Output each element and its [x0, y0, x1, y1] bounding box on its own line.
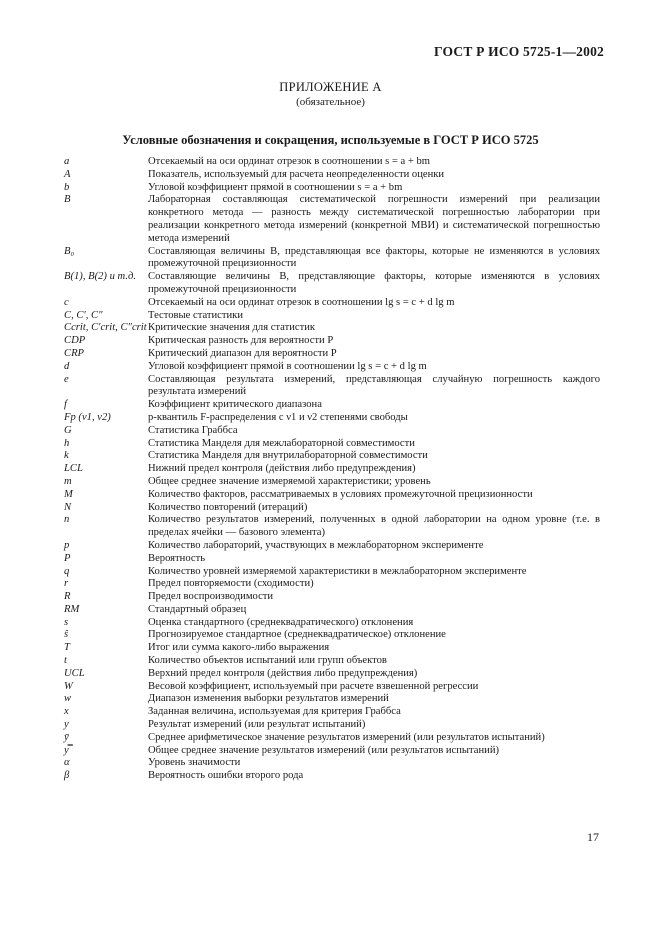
- symbol: ȳ: [64, 731, 69, 743]
- list-item: [64, 438, 600, 451]
- list-item: [64, 757, 600, 770]
- symbol: UCL: [64, 667, 85, 679]
- list-item: [64, 642, 600, 655]
- symbol: A: [64, 168, 71, 180]
- symbol: B₀: [64, 245, 75, 257]
- list-item: [64, 399, 600, 412]
- list-item: [64, 745, 600, 758]
- symbol: x: [64, 706, 69, 718]
- symbol: LCL: [64, 463, 83, 475]
- list-item: [64, 297, 600, 310]
- definition: Коэффициент критического диапазона: [148, 399, 322, 411]
- symbol: d: [64, 360, 70, 372]
- definition: Статистика Граббса: [148, 424, 238, 436]
- symbol: b: [64, 181, 70, 193]
- definition: Среднее арифметическое значение результатов измерений (или результатов испытаний): [148, 731, 545, 743]
- definition: Угловой коэффициент прямой в соотношении s = a + bm: [148, 181, 403, 193]
- symbol: f: [64, 399, 67, 411]
- definition: Количество факторов, рассматриваемых в условиях промежуточной прецизионности: [148, 488, 533, 500]
- list-item: [64, 425, 600, 438]
- list-item: [64, 706, 600, 719]
- symbol: m: [64, 475, 72, 487]
- list-item: [64, 348, 600, 361]
- symbol: G: [64, 424, 72, 436]
- symbol: w: [64, 693, 72, 705]
- list-item: [64, 514, 600, 540]
- list-item: [64, 450, 600, 463]
- symbol: t: [64, 655, 67, 667]
- list-item: [64, 770, 600, 783]
- definition: Лабораторная составляющая систематической погрешности измерений при реализации конкретного метода — разность между систематической погрешностью лаборатории при реализации конкретного метода измерений (конкретной МВИ) и систематической погрешностью метода измерений: [148, 194, 600, 244]
- list-item: [64, 374, 600, 400]
- page-number: 17: [587, 830, 599, 844]
- list-item: [64, 578, 600, 591]
- definition: Общее среднее значение результатов измерений (или результатов испытаний): [148, 744, 500, 756]
- definition: Общее среднее значение измеряемой характеристики; уровень: [148, 475, 431, 487]
- list-item: [64, 553, 600, 566]
- list-item: [64, 156, 600, 169]
- symbol: T: [64, 642, 70, 654]
- definition: Нижний предел контроля (действия либо предупреждения): [148, 463, 416, 475]
- list-item: [64, 502, 600, 515]
- symbol: CDP: [64, 335, 86, 347]
- symbol: p: [64, 539, 70, 551]
- definition: Критические значения для статистик: [148, 322, 316, 334]
- symbol: y: [64, 719, 69, 731]
- list-item: [64, 361, 600, 374]
- list-item: [64, 194, 600, 245]
- definition: Критический диапазон для вероятности P: [148, 347, 337, 359]
- appendix-subtitle: (обязательное): [296, 96, 365, 108]
- definition: Оценка стандартного (среднеквадратического) отклонения: [148, 616, 414, 628]
- list-item: [64, 182, 600, 195]
- list-item: [64, 271, 600, 297]
- symbol: n: [64, 514, 70, 526]
- definition: Составляющая величины B, представляющая все факторы, которые не изменяются в условиях промежуточной прецизионности: [148, 245, 600, 270]
- symbol: q: [64, 565, 70, 577]
- symbol: a: [64, 156, 70, 167]
- definition: Составляющие величины B, представляющие факторы, которые изменяются в условиях промежуточной прецизионности: [148, 271, 600, 295]
- symbol: N: [64, 501, 72, 513]
- list-item: [64, 732, 600, 745]
- list-item: [64, 617, 600, 630]
- list-item: [64, 322, 600, 335]
- symbol: β: [64, 770, 70, 782]
- list-item: [64, 412, 600, 425]
- appendix-title: ПРИЛОЖЕНИЕ А: [279, 80, 382, 94]
- list-item: [64, 629, 600, 642]
- definition: Весовой коэффициент, используемый при расчете взвешенной регрессии: [148, 680, 479, 692]
- definition: Диапазон изменения выборки результатов измерений: [148, 693, 389, 705]
- symbol: C, C′, C″: [64, 309, 103, 321]
- symbol: Fp (ν1, ν2): [64, 411, 111, 423]
- symbol: CRP: [64, 347, 85, 359]
- definition: Уровень значимости: [148, 757, 241, 769]
- definition: Итог или сумма какого-либо выражения: [148, 642, 330, 654]
- symbol: α: [64, 757, 70, 769]
- definition: Составляющая результата измерений, представляющая случайную погрешность каждого результата измерений: [148, 373, 600, 398]
- definition: Статистика Манделя для внутрилабораторной совместимости: [148, 450, 428, 462]
- definition: Прогнозируемое стандартное (среднеквадратическое) отклонение: [148, 629, 446, 641]
- symbol: y̿: [64, 744, 69, 756]
- list-item: [64, 604, 600, 617]
- definition: Вероятность: [148, 552, 206, 564]
- symbol: Ccrit, C′crit, C″crit: [64, 322, 147, 334]
- definition: Количество повторений (итераций): [148, 501, 308, 513]
- definition: Стандартный образец: [148, 603, 247, 615]
- symbol: s: [64, 616, 69, 628]
- symbol: R: [64, 591, 71, 603]
- section-title: Условные обозначения и сокращения, используемые в ГОСТ Р ИСО 5725: [122, 133, 539, 147]
- definition: Статистика Манделя для межлабораторной совместимости: [148, 437, 415, 449]
- definition: Предел повторяемости (сходимости): [148, 578, 314, 590]
- definition: Критическая разность для вероятности P: [148, 335, 334, 347]
- definition: Отсекаемый на оси ординат отрезок в соотношении s = a + bm: [148, 156, 431, 167]
- symbol: e: [64, 373, 69, 385]
- list-item: [64, 310, 600, 323]
- symbol: c: [64, 296, 69, 308]
- document-code-header: ГОСТ Р ИСО 5725-1—2002: [434, 44, 604, 59]
- definition: Количество уровней измеряемой характеристики в межлабораторном эксперименте: [148, 565, 527, 577]
- definition: Верхний предел контроля (действия либо предупреждения): [148, 667, 418, 679]
- definition: Отсекаемый на оси ординат отрезок в соотношении lg s = c + d lg m: [148, 296, 455, 308]
- list-item: [64, 681, 600, 694]
- definition: Количество лабораторий, участвующих в межлабораторном эксперименте: [148, 539, 484, 551]
- list-item: [64, 169, 600, 182]
- definition: Тестовые статистики: [148, 309, 243, 321]
- list-item: [64, 489, 600, 502]
- list-item: [64, 476, 600, 489]
- symbol: M: [64, 488, 73, 500]
- symbol: ŝ: [64, 629, 69, 641]
- list-item: [64, 591, 600, 604]
- list-item: [64, 668, 600, 681]
- definition: Показатель, используемый для расчета неопределенности оценки: [148, 168, 445, 180]
- list-item: [64, 463, 600, 476]
- list-item: [64, 655, 600, 668]
- definition: Заданная величина, используемая для критерия Граббса: [148, 706, 401, 718]
- symbol: h: [64, 437, 70, 449]
- symbol: W: [64, 680, 73, 692]
- definition: Количество объектов испытаний или групп объектов: [148, 655, 387, 667]
- definition: Вероятность ошибки второго рода: [148, 770, 304, 782]
- symbol-list: [64, 156, 600, 783]
- symbol: P: [64, 552, 71, 564]
- list-item: [64, 335, 600, 348]
- list-item: [64, 693, 600, 706]
- symbol: RM: [64, 603, 80, 615]
- definition: Угловой коэффициент прямой в соотношении lg s = c + d lg m: [148, 360, 427, 372]
- symbol: B(1), B(2) и т.д.: [64, 271, 136, 283]
- symbol: k: [64, 450, 69, 462]
- definition: Количество результатов измерений, полученных в одной лаборатории на одном уровне (т.е. в пределах ячейки — базового элемента): [148, 514, 600, 539]
- definition: Предел воспроизводимости: [148, 591, 274, 603]
- list-item: [64, 540, 600, 553]
- list-item: [64, 566, 600, 579]
- definition: p-квантиль F-распределения с ν1 и ν2 степенями свободы: [148, 411, 408, 423]
- definition: Результат измерений (или результат испытаний): [148, 719, 366, 731]
- list-item: [64, 719, 600, 732]
- list-item: [64, 246, 600, 272]
- symbol: r: [64, 578, 69, 590]
- symbol: B: [64, 194, 71, 206]
